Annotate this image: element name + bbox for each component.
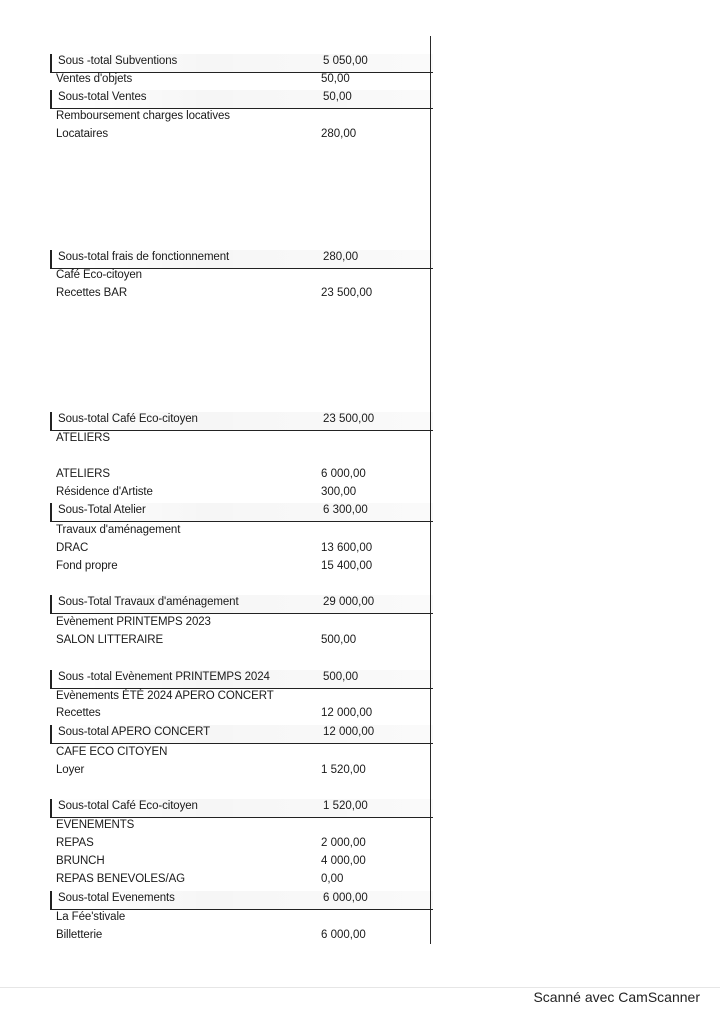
table-row [50, 109, 431, 127]
subtotal-row [50, 503, 433, 522]
table-row [50, 615, 431, 633]
row-amount: 280,00 [323, 251, 359, 263]
row-label: BRUNCH [56, 855, 105, 867]
row-label: Sous-total frais de fonctionnement [58, 251, 230, 263]
row-label: Sous -total Subventions [58, 55, 178, 67]
table-row [50, 541, 431, 559]
subtotal-row [50, 891, 433, 910]
row-amount: 280,00 [321, 128, 357, 140]
row-label: Travaux d'aménagement [56, 524, 181, 536]
table-row [50, 872, 431, 890]
row-amount: 6 000,00 [321, 929, 366, 941]
table-row [50, 910, 431, 928]
row-amount: 6 000,00 [321, 468, 366, 480]
row-label: Résidence d'Artiste [56, 486, 153, 498]
row-amount: 12 000,00 [323, 726, 375, 738]
row-label: SALON LITTERAIRE [56, 634, 164, 646]
row-amount: 2 000,00 [321, 837, 366, 849]
row-amount: 1 520,00 [321, 764, 366, 776]
row-label: Evènements ÉTÉ 2024 APERO CONCERT [56, 690, 274, 702]
table-row [50, 689, 431, 707]
row-label: Fond propre [56, 560, 118, 572]
row-amount: 12 000,00 [321, 707, 373, 719]
row-label: DRAC [56, 542, 89, 554]
subtotal-row [50, 799, 433, 818]
table-row [50, 633, 431, 651]
row-amount: 50,00 [321, 73, 350, 85]
footer-divider [0, 987, 720, 988]
row-label: Recettes [56, 707, 101, 719]
row-amount: 5 050,00 [323, 55, 368, 67]
row-amount: 500,00 [321, 634, 357, 646]
subtotal-row [50, 595, 433, 614]
row-label: REPAS [56, 837, 94, 849]
table-row [50, 467, 431, 485]
row-amount: 1 520,00 [323, 800, 368, 812]
row-amount: 500,00 [323, 671, 359, 683]
table-row [50, 745, 431, 763]
row-label: Café Eco-citoyen [56, 269, 142, 281]
subtotal-row [50, 725, 433, 744]
table-row [50, 706, 431, 724]
table-row [50, 854, 431, 872]
row-label: EVENEMENTS [56, 819, 135, 831]
row-label: Ventes d'objets [56, 73, 133, 85]
row-amount: 29 000,00 [323, 596, 375, 608]
row-label: REPAS BENEVOLES/AG [56, 873, 186, 885]
row-label: La Fée'stivale [56, 911, 126, 923]
camscanner-watermark: Scanné avec CamScanner [533, 989, 700, 1005]
table-row [50, 72, 431, 90]
table-row [50, 559, 431, 577]
row-amount: 23 500,00 [321, 287, 373, 299]
row-amount: 50,00 [323, 91, 352, 103]
row-label: ATELIERS [56, 432, 110, 444]
row-label: Sous-total Café Eco-citoyen [58, 800, 198, 812]
row-label: Evènement PRINTEMPS 2023 [56, 616, 211, 628]
row-label: Sous-total Café Eco-citoyen [58, 413, 198, 425]
subtotal-row [50, 90, 433, 109]
row-amount: 15 400,00 [321, 560, 373, 572]
row-label: Loyer [56, 764, 85, 776]
table-row [50, 523, 431, 541]
table-row [50, 268, 431, 286]
table-row [50, 485, 431, 503]
row-label: Sous-total Evenements [58, 892, 175, 904]
row-label: ATELIERS [56, 468, 110, 480]
table-row [50, 286, 431, 304]
row-amount: 300,00 [321, 486, 357, 498]
table-row [50, 431, 431, 449]
subtotal-row [50, 670, 433, 689]
row-amount: 0,00 [321, 873, 344, 885]
row-label: Billetterie [56, 929, 103, 941]
table-row [50, 763, 431, 781]
row-amount: 6 000,00 [323, 892, 368, 904]
table-row [50, 928, 431, 946]
row-label: CAFE ECO CITOYEN [56, 746, 168, 758]
row-amount: 6 300,00 [323, 504, 368, 516]
subtotal-row [50, 54, 433, 73]
row-label: Sous-Total Travaux d'aménagement [58, 596, 239, 608]
table-row [50, 836, 431, 854]
row-label: Recettes BAR [56, 287, 128, 299]
row-amount: 4 000,00 [321, 855, 366, 867]
subtotal-row [50, 412, 433, 431]
row-label: Sous-total APERO CONCERT [58, 726, 211, 738]
subtotal-row [50, 250, 433, 269]
row-label: Locataires [56, 128, 109, 140]
row-label: Sous-total Ventes [58, 91, 147, 103]
row-label: Sous-Total Atelier [58, 504, 146, 516]
row-amount: 23 500,00 [323, 413, 375, 425]
row-label: Remboursement charges locatives [56, 110, 230, 122]
table-row [50, 127, 431, 145]
row-amount: 13 600,00 [321, 542, 373, 554]
table-row [50, 818, 431, 836]
row-label: Sous -total Evènement PRINTEMPS 2024 [58, 671, 270, 683]
